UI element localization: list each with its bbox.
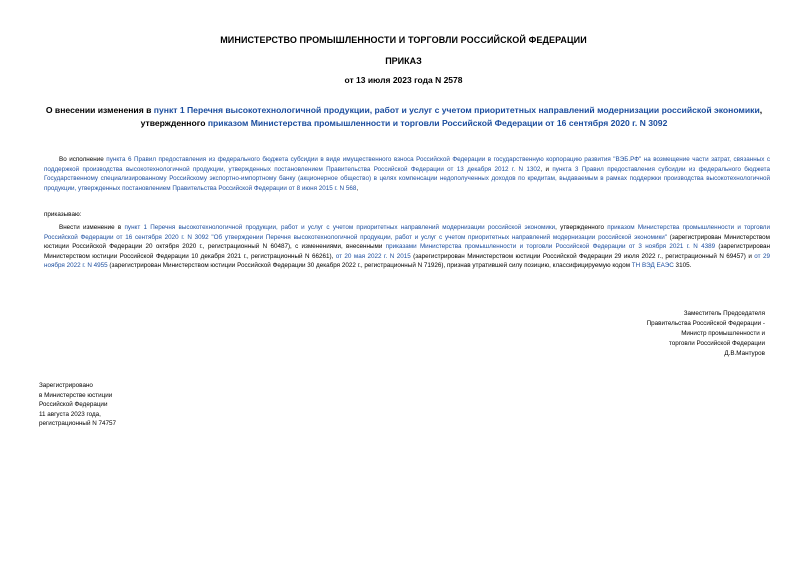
p3-text-a: Внести изменение в bbox=[59, 224, 125, 231]
p3-text-b: , утвержденного bbox=[555, 224, 608, 231]
p3-link-tn-ved[interactable]: ТН ВЭД ЕАЭС bbox=[631, 262, 674, 270]
p3-link-order-4955[interactable]: от 29 ноября 2022 г. N 4955 bbox=[44, 252, 770, 270]
p3-link-order-2015[interactable]: от 20 мая 2022 г. N 2015 bbox=[335, 252, 411, 260]
p3-text-f: (зарегистрирован Министерством юстиции Российской Федерации 30 декабря 2022 г., регистрационный N 71926), признав утратившей силу позицию, классифицируемую кодом bbox=[107, 262, 632, 270]
p1-text-c: , bbox=[356, 184, 359, 192]
signature-line-2: Правительства Российской Федерации - bbox=[646, 319, 765, 327]
subject-middle: , утвержденного bbox=[140, 105, 763, 128]
p3-link-list-item[interactable]: пункт 1 Перечня высокотехнологичной продукции, работ и услуг с учетом приоритетных направлений модернизации российской экономики bbox=[124, 224, 556, 231]
signature-name: Д.В.Мантуров bbox=[724, 349, 765, 357]
signature-line-1: Заместитель Председателя bbox=[683, 310, 765, 317]
p3-link-order-3092[interactable]: приказом Министерства промышленности и торговли Российской Федерации от 16 сентября 2020 г. N 3092 "Об утверждении Перечня высокотехнологичной продукции, работ и услуг с учетом приоритетных направлений модернизации российской экономики" bbox=[44, 224, 770, 241]
registration-date: 11 августа 2023 года, bbox=[39, 410, 101, 418]
document-type: ПРИКАЗ bbox=[385, 56, 422, 66]
main-paragraph bbox=[44, 223, 770, 271]
registration-block bbox=[39, 381, 239, 429]
subject-link-order[interactable]: приказом Министерства промышленности и торговли Российской Федерации от 16 сентября 2020 г. N 3092 bbox=[207, 118, 668, 128]
subject-link-list-item[interactable]: пункт 1 Перечня высокотехнологичной продукции, работ и услуг с учетом приоритетных направлений модернизации российской экономики bbox=[153, 105, 760, 115]
subject-prefix: О внесении изменения в bbox=[45, 105, 154, 115]
p1-text-b: , и bbox=[540, 165, 553, 173]
signature-block bbox=[525, 309, 765, 359]
registration-line-2: в Министерстве юстиции bbox=[39, 391, 113, 399]
p3-text-g: 3105. bbox=[673, 262, 692, 270]
p3-text-d: (зарегистрирован Министерством юстиции Российской Федерации 10 декабря 2021 г., регистрационный N 66261), bbox=[44, 243, 770, 260]
p3-text-c: (зарегистрирован Министерством юстиции Российской Федерации 20 октября 2020 г., регистрационный N 60487), с изменениями, внесенными bbox=[44, 233, 770, 251]
preamble-paragraph bbox=[44, 155, 770, 193]
order-word: приказываю: bbox=[44, 211, 82, 218]
document-subject bbox=[44, 104, 764, 130]
document-date-number: от 13 июля 2023 года N 2578 bbox=[344, 75, 463, 85]
p1-link-rules-1302[interactable]: пункта 6 Правил предоставления из федерального бюджета субсидии в виде имущественного взноса Российской Федерации в государственную корпорацию развития "ВЭБ.РФ" на возмещение части затрат, связанных с поддержкой производства высокотехнологичной продукции, утвержденных постановлением Правительства Российской Федерации от 13 декабря 2012 г. N 1302 bbox=[44, 156, 770, 173]
signature-line-3: Министр промышленности и bbox=[681, 329, 765, 337]
registration-line-3: Российской Федерации bbox=[39, 401, 108, 408]
registration-line-1: Зарегистрировано bbox=[39, 382, 93, 389]
registration-number: регистрационный N 74757 bbox=[39, 420, 117, 427]
p3-link-order-4389[interactable]: приказами Министерства промышленности и торговли Российской Федерации от 3 ноября 2021 г. N 4389 bbox=[385, 243, 716, 251]
p3-text-e: (зарегистрирован Министерством юстиции Российской Федерации 29 июля 2022 г., регистрационный N 69457) и bbox=[410, 252, 755, 260]
signature-line-4: торговли Российской Федерации bbox=[668, 339, 765, 347]
p1-text-a: Во исполнение bbox=[59, 156, 107, 163]
ministry-title: МИНИСТЕРСТВО ПРОМЫШЛЕННОСТИ И ТОРГОВЛИ РОССИЙСКОЙ ФЕДЕРАЦИИ bbox=[220, 35, 587, 45]
p1-link-rules-568[interactable]: пункта 3 Правил предоставления субсидии из федерального бюджета Государственному специализированному Российскому экспортно-импортному банку (акционерное общество) в целях компенсации недополученных доходов по кредитам, выдаваемым в рамках поддержки производства высокотехнологичной продукции, утвержденных постановлением Правительства Российской Федерации от 8 июня 2015 г. N 568 bbox=[44, 165, 770, 192]
